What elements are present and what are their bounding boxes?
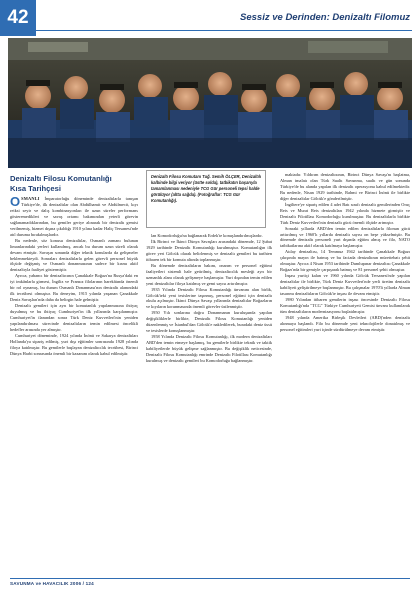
paragraph: Ayrıca, yabancı bir denizaltıcının Çanakkale Boğazı'na Rusya'daki en iyi imkânlarla girmesi, İngiliz ve Fransız filolarının harekâtında önemli bir rol oynamış, bu durum Osmanlı Donanması'nın denizaltı alanındaki ilk tecrübesi olmuştur. Bu deneyim, 1915 yılında yaşanan Çanakkale Deniz Savaşları'nda daha da belirgin hale gelmiştir. [10,273,138,303]
paragraph: İnşası yurtiçi kalan ve 1960 yılında Gölcük Tersanesi'nde yapılan denizaltılar ile birlikte, Türk Deniz Kuvvetleri'nde yerli üretim denizaltı kabiliyeti geliştirilmeye başlanmıştır. Bu çalışmalar 1970'li yıllarda Alman tasarımı denizaltıların Gölcük'te inşası ile devam etmiştir. [280,273,410,297]
heading-line-1: Denizaltı Filosu Komutanlığı [10,174,112,183]
paragraph: Bu nedenle, söz konusu denizaltılar, Osmanlı zamanı bulunan limanlarındaki yerleri kullanılmış, ancak bu durum uzun süreli olarak devam etmiştir. Savaşın sonunda diğer teknik konularda da gelişmeler beklenmekteydi. Sonraları denizaltılarla gelen görevli personel büyük ölçüde değişmiş ve Osmanlı donanmasının sadece bir kısmı aktif denizaltıyla faaliyet göstermiştir. [10,237,138,273]
caption-text: Denizaltı Filosu Komutanı Tuğ. Semih ÖLÇER, Denizaltılı kalbinde bilgi veriyor (üstte solda), tatbikatın başarıyla tamamlanması nedeniyle TCG Gür personeli tepsi halde görülüyor (altta sağda). (Fotoğraflar: TCG Gür Komutanlığı). [151,174,262,203]
crew-photo-icon [8,38,412,168]
heading-line-2: Kısa Tarihçesi [10,184,61,193]
running-header-title: Sessiz ve Derinden: Denizaltı Filomuz [240,12,410,23]
paragraph: maktadır. Yıldırım denizaltısının, Birinci Dünya Savaşı'nı başlatma, Alman imalatı olan Türk Sualtı Savunma, sualtı ve gün sonunda Türkiye'de bu alanda yapılan ilk denizaltı operasyonu kabul edilmektedir. Bu nedenle, Nisan 1929 tarihinde, Rahmi ve Birinci İnönü ile birlikte diğer denizaltılar Gölcük'e gönderilmiştir. [280,172,410,201]
photo-caption [146,170,266,228]
text-column-2 [146,233,272,571]
header-divider [36,30,412,31]
article-heading [10,174,140,194]
paragraph-text: İmparatorluğu döneminde denizaltılarla tanışan Türkiye'de, ilk denizaltılar olan Abdülhamit ve Abdülmecit, kıyı reiksi seyir ve dalış kombinasyonları ile uzun süreler performans gösteremedikleri ve savaş ortamı bakımından yeterli görevin sağlanamadıklarından, bu gemiler geriye alınarak bir denizaltı gemisi verilmemiş, hizmet dışına çıkıldığı 1910 yılına kadar Haliç Tersanesi'nde atıl duruma bırakılmışlardır. [10,196,138,237]
paragraph: lan Komodorluğu'na bağlanarak Erdek'te konuşlandırılmışlardır. [151,233,263,238]
paragraph: İngiltere'ye sipariş edilen 4 adet Batı sınıfı denizaltı gemilerinden Oruç Reis ve Murat Reis denizaltıları 1942 yılında hizmete girmiştir ve Denizaltı Filotillası Komodorluğu kurulmuştur. Bu denizaltılarla birlikte Türk Deniz Kuvvetleri'nin denizaltı gücü önemli ölçüde artmıştır. [280,201,410,225]
lead-caps: SMANLI [21,196,40,201]
text-column-3 [280,172,410,571]
text-column-1 [10,196,138,571]
paragraph: Cumhuriyet döneminde, 1924 yılında İnönü ve Sakarya denizaltıları Hollanda'ya sipariş edilmiş, yurt dışı eğitimler sonrasında 1928 yılında filoya katılmıştır. Bu gemilerle başlayan denizaltıcılık tecrübesi, Birinci Dünya Harbi sonrasında önemli bir kazanım olarak kabul edilmiştir. [10,332,138,356]
submarine-crew-photo [8,38,412,168]
footer-divider [10,578,410,579]
paragraph: Denizaltı gemileri için ayrı bir komutanlık yapılanmasına ihtiyaç duyulmuş ve bu ihtiyaç Cumhuriyet'in ilk yıllarında karşılanmıştır. Cumhuriyet'in ilanından sonra Türk Deniz Kuvvetleri'nin yeniden yapılandırılması sürecinde denizaltıların temin edilmesi öncelikli hedefler arasında yer almıştır. [10,303,138,332]
paragraph: Bu dönemde denizaltıların bakım, onarım ve personel eğitimi faaliyetleri sistemli hale getirilmiş, denizaltıcılık mesleği ayrı bir uzmanlık alanı olarak gelişmeye başlamıştır. Yurt dışından temin edilen yeni denizaltılar filoya katılmış ve gemi sayısı artırılmıştır. [146,262,272,286]
paragraph: Sonraki yıllarda ABD'den temin edilen denizaltılarla filonun gücü arttırılmış ve 1960'lı yıllarda denizaltı sayısı on beşe yükselmiştir. Bu dönemde denizaltı personeli yurt dışında eğitim almış ve filo, NATO tatbikatlarına aktif olarak katılmaya başlamıştır. [280,225,410,249]
paragraph: 1935 Yılında Denizaltı Filosu Komutanlığı ünvanını alan birlik, Gölcük'teki yeni tesislerine taşınmış, personel eğitimi için denizaltı okulu açılmıştır. İkinci Dünya Savaşı yıllarında denizaltılar Boğazların ve kıyıların korunmasında önemli görevler üstlenmiştir. [146,286,272,310]
paragraph: 1980 Yılından itibaren gemilerin inşası öncesinde Denizaltı Filosu Komutanlığı'nda "TCG" Türkiye Cumhuriyeti Gemisi ünvanı kullanılarak tüm denizaltıların modernizasyonu başlatılmıştır. [280,297,410,314]
footer-publication: SAVUNMA ve HAVACILIK 2006 / 124 [10,581,94,586]
paragraph: Atılay denizaltısı, 14 Temmuz 1942 tarihinde Çanakkale Boğazı çıkışında mayın ile batmış ve bu faciada denizaltının mürettebatı şehit olmuştur. Ayrıca 4 Nisan 1953 tarihinde Dumlupınar denizaltısı Çanakkale Boğazı'nda bir gemiyle çarpışarak batmış ve 81 personel şehit olmuştur. [280,249,410,273]
page-number: 42 [0,0,36,36]
paragraph [10,196,138,238]
paragraph: İlk Birinci ve İkinci Dünya Savaşları arasındaki dönemde, 12 Şubat 1929 tarihinde Denizaltı Komutanlığı kurulmuştur. Komutanlığın ilk görev yeri Gölcük olarak belirlenmiş ve denizaltı gemileri bu tarihten itibaren tek bir komuta altında toplanmıştır. [146,238,272,262]
paragraph: 1950 Yılı sonlarına doğru Donanmanın kuruluşunda yapılan değişikliklerle birlikte, Denizaltı Filosu Komutanlığı yeniden düzenlenmiş ve İstanbul'dan Gölcük'e nakledilerek, buradaki deniz üssü ve tesislerde konuşlanmıştır. [146,310,272,334]
paragraph: 1958 Yılında Denizaltı Filosu Komutanlığı, ilk modern denizaltıları ABD'den temin etmeye başlamış, bu gemilerle birlikte teknik ve taktik kabiliyetlerde büyük gelişme sağlanmıştır. Bu değişiklik neticesinde, Denizaltı Filosu Komutanlığı emrinde Denizaltı Filotillası Komutanlığı kurulmuş ve denizaltı gemileri bu Komodorluğa bağlanmıştır. [146,334,272,364]
drop-cap: O [10,196,21,209]
paragraph: 1948 yılında Amerika Birleşik Devletleri (ABD)'nden denizaltı alınmaya başlandı. Filo bu dönemde yeni teknolojilerle donatılmış ve personel eğitimleri yurt içinde sürdürülmeye devam etmiştir. [280,314,410,332]
